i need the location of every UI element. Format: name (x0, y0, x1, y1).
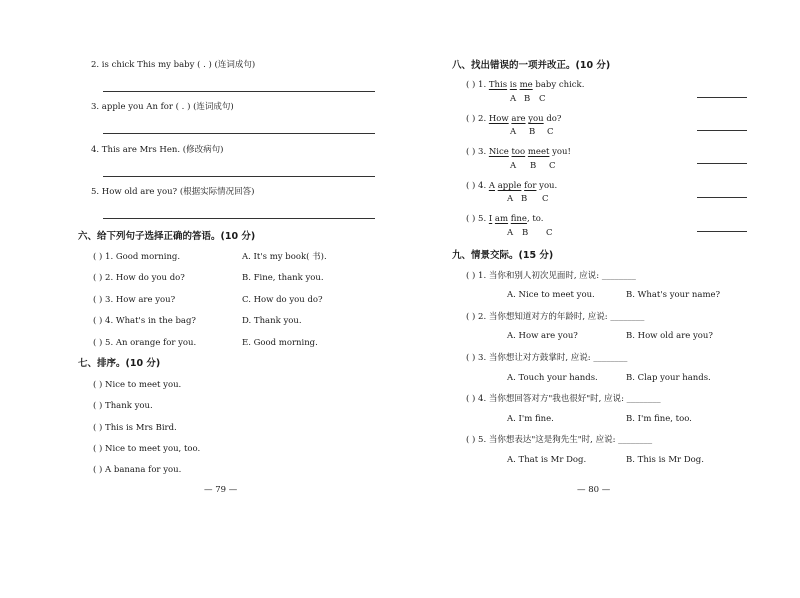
sec9-question-1: ( ) 1. 当你和别人初次见面时, 应说: ________ (466, 271, 636, 281)
question-2: 2. is chick This my baby ( . ) (连词成句) (91, 60, 256, 70)
section-6-title: 六、给下列句子选择正确的答语。(10 分) (78, 231, 256, 242)
sec9-option-5b: B. This is Mr Dog. (626, 455, 704, 465)
section-9-title: 九、情景交际。(15 分) (452, 250, 554, 261)
sec7-item-3: ( ) This is Mrs Bird. (93, 423, 177, 433)
sec8-label-c: C (539, 94, 546, 104)
sec8-label-a: A (510, 127, 517, 137)
sec8-correction-line-2 (697, 130, 747, 131)
sec8-label-c: C (547, 127, 554, 137)
sec6-answer-a: A. It's my book( 书). (242, 252, 327, 262)
sec9-option-1b: B. What's your name? (626, 290, 721, 300)
sec7-item-1: ( ) Nice to meet you. (93, 380, 182, 390)
sec8-item-1: ( ) 1. This is me baby chick. (466, 80, 585, 90)
sec9-question-5: ( ) 5. 当你想表达"这是狗先生"时, 应说: ________ (466, 435, 653, 445)
question-3: 3. apple you An for ( . ) (连词成句) (91, 102, 234, 112)
sec8-correction-line-5 (697, 231, 747, 232)
sec8-label-a: A (507, 194, 514, 204)
sec7-item-5: ( ) A banana for you. (93, 465, 182, 475)
sec8-label-b: B (530, 161, 537, 171)
answer-line-4 (103, 176, 375, 177)
sec6-answer-b: B. Fine, thank you. (242, 273, 324, 283)
sec8-item-3: ( ) 3. Nice too meet you! (466, 147, 571, 157)
sec9-option-3a: A. Touch your hands. (507, 373, 598, 383)
sec8-item-5: ( ) 5. I am fine, to. (466, 214, 544, 224)
sec8-label-b: B (524, 94, 531, 104)
sec8-label-b: B (521, 194, 528, 204)
sec6-answer-c: C. How do you do? (242, 295, 323, 305)
sec8-label-c: C (549, 161, 556, 171)
sec8-label-c: C (542, 194, 549, 204)
sec9-option-5a: A. That is Mr Dog. (507, 455, 587, 465)
question-4: 4. This are Mrs Hen. (修改病句) (91, 145, 224, 155)
page-number-left: — 79 — (204, 485, 238, 495)
sec6-question-5: ( ) 5. An orange for you. (93, 338, 197, 348)
sec9-option-2b: B. How old are you? (626, 331, 713, 341)
sec9-option-1a: A. Nice to meet you. (507, 290, 595, 300)
sec8-label-a: A (510, 161, 517, 171)
section-8-title: 八、找出错误的一项并改正。(10 分) (452, 60, 611, 71)
sec9-question-2: ( ) 2. 当你想知道对方的年龄时, 应说: ________ (466, 312, 645, 322)
sec6-answer-e: E. Good morning. (242, 338, 318, 348)
page-number-right: — 80 — (577, 485, 611, 495)
sec8-correction-line-1 (697, 97, 747, 98)
sec7-item-2: ( ) Thank you. (93, 401, 153, 411)
section-7-title: 七、排序。(10 分) (78, 358, 161, 369)
sec8-label-b: B (522, 228, 529, 238)
sec9-option-2a: A. How are you? (507, 331, 578, 341)
sec9-option-4a: A. I'm fine. (507, 414, 554, 424)
sec9-option-3b: B. Clap your hands. (626, 373, 711, 383)
sec8-item-4: ( ) 4. A apple for you. (466, 181, 558, 191)
sec9-question-3: ( ) 3. 当你想让对方鼓掌时, 应说: ________ (466, 353, 628, 363)
answer-line-5 (103, 218, 375, 219)
sec6-answer-d: D. Thank you. (242, 316, 302, 326)
sec6-question-3: ( ) 3. How are you? (93, 295, 176, 305)
sec6-question-4: ( ) 4. What's in the bag? (93, 316, 196, 326)
sec8-item-2: ( ) 2. How are you do? (466, 114, 562, 124)
sec6-question-1: ( ) 1. Good morning. (93, 252, 181, 262)
sec6-question-2: ( ) 2. How do you do? (93, 273, 185, 283)
sec8-label-b: B (529, 127, 536, 137)
sec8-label-a: A (510, 94, 517, 104)
answer-line-3 (103, 133, 375, 134)
sec8-correction-line-3 (697, 163, 747, 164)
sec8-correction-line-4 (697, 197, 747, 198)
sec9-option-4b: B. I'm fine, too. (626, 414, 692, 424)
sec8-label-c: C (546, 228, 553, 238)
sec8-label-a: A (507, 228, 514, 238)
answer-line-2 (103, 91, 375, 92)
question-5: 5. How old are you? (根据实际情况回答) (91, 187, 255, 197)
sec9-question-4: ( ) 4. 当你想回答对方"我也很好"时, 应说: ________ (466, 394, 661, 404)
sec7-item-4: ( ) Nice to meet you, too. (93, 444, 201, 454)
